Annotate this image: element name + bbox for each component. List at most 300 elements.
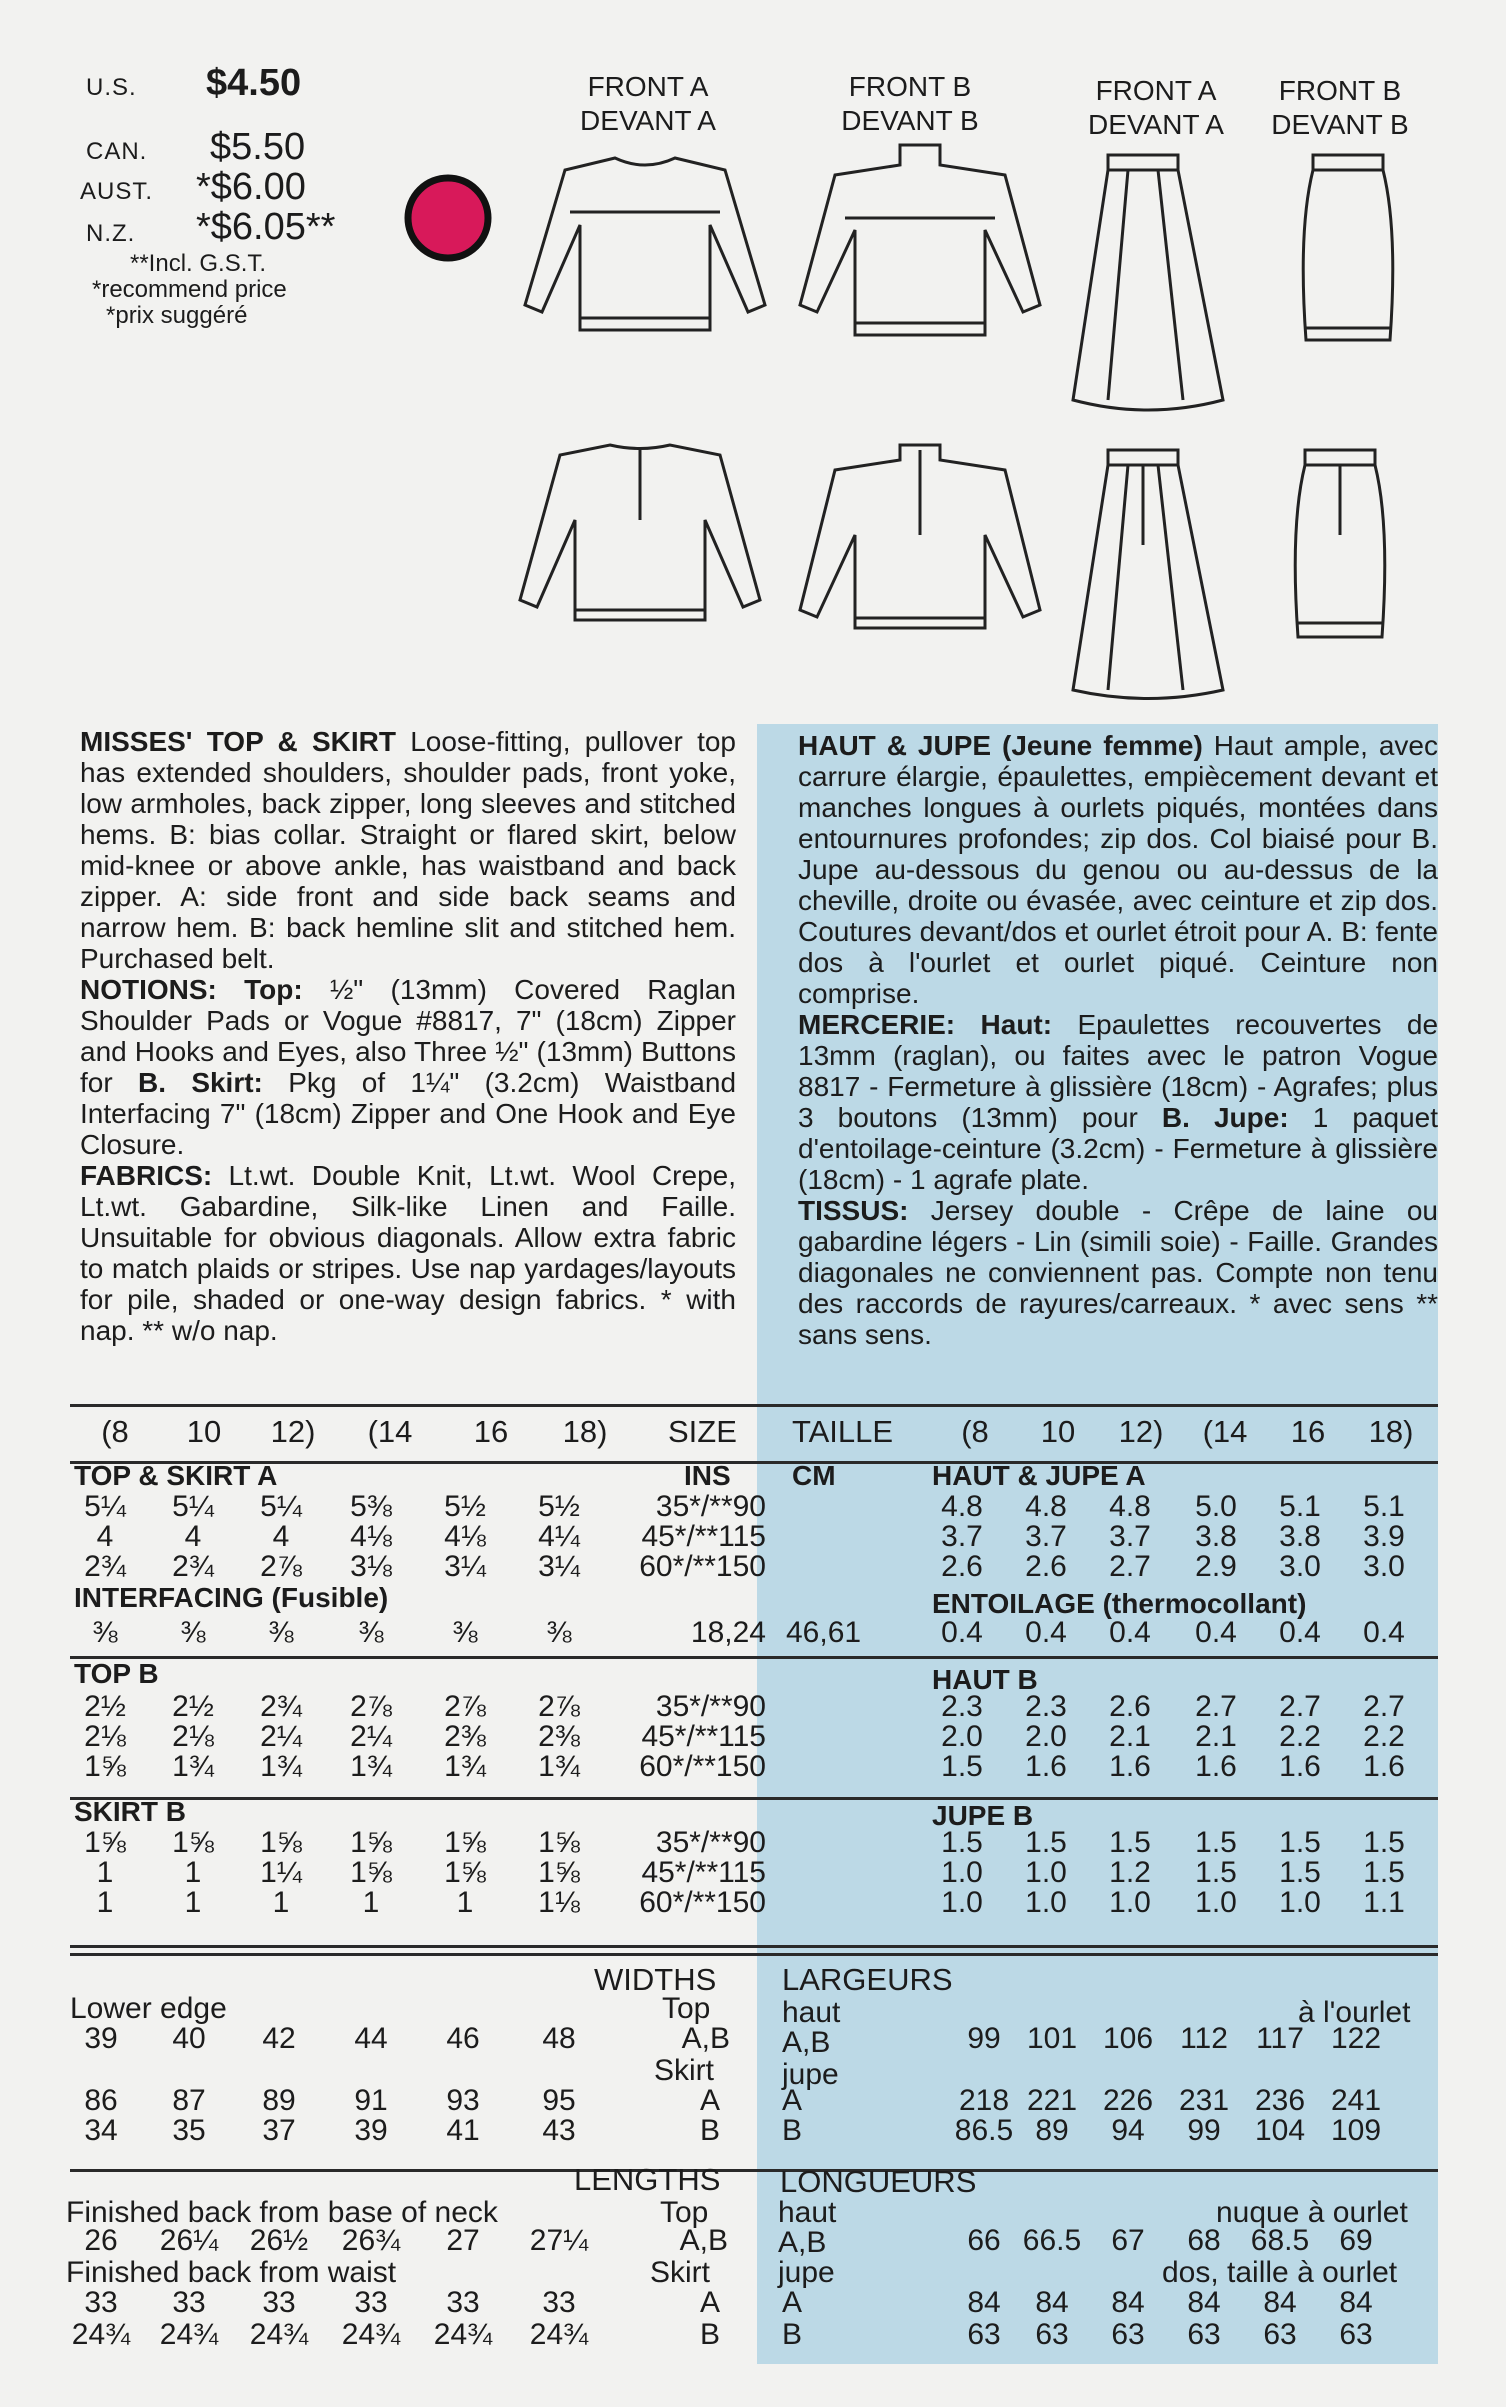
fabric-width-ins: 60*/**150: [639, 1886, 766, 1919]
size-value-imperial: 24¾: [529, 2318, 589, 2351]
size-value-imperial: 4: [272, 1520, 290, 1553]
fabric-width-ins: 45*/**115: [641, 1856, 766, 1889]
size-value-imperial: 5¼: [172, 1490, 214, 1523]
size-value-imperial: 2½: [84, 1690, 126, 1723]
size-value-metric: 1.0: [941, 1856, 983, 1889]
label-en: FRONT B: [848, 71, 972, 102]
size-value-imperial: 4: [184, 1520, 202, 1553]
section-jupe-b: JUPE B: [932, 1800, 1034, 1831]
size-value-imperial: 33: [354, 2286, 388, 2319]
fabrics-text: Lt.wt. Double Knit, Lt.wt. Wool Crepe, Lt.wt. Gabardine, Silk-like Linen and Faille. Unsuitable for obvious diagonals. Allow extra fabric to match plaids or stripes. Use nap yardages/layouts for pile, shaded or one-way design fabrics. * with nap. ** w/o nap.: [80, 1160, 736, 1346]
sketch-label-front-b-top: [800, 70, 1020, 138]
size-value-imperial: 5⅜: [350, 1490, 392, 1523]
size-value-imperial: 33: [84, 2286, 118, 2319]
price-country-us: U.S.: [86, 74, 137, 101]
size-value-metric: 84: [967, 2286, 1001, 2319]
size-value-imperial: 5½: [538, 1490, 580, 1523]
label-fr: DEVANT A: [1088, 109, 1224, 140]
rule-after-widths: [70, 2169, 1438, 2172]
size-value-metric: 1.5: [1363, 1856, 1405, 1889]
size-value-imperial: 24¾: [71, 2318, 131, 2351]
size-left-14: (14: [367, 1414, 413, 1449]
size-value-metric: 1.0: [1025, 1856, 1067, 1889]
size-value-imperial: 1⅝: [350, 1826, 392, 1859]
size-value-metric: 106: [1102, 2022, 1154, 2055]
color-dot-icon: [400, 170, 496, 266]
fabric-width-ins: 35*/**90: [655, 1490, 766, 1523]
lengths-nuque: nuque à ourlet: [1216, 2196, 1408, 2229]
mercerie-jupe-text: 1 paquet d'entoilage-ceinture (3.2cm) - Fermeture à glissière (18cm) - 1 agrafe plate.: [798, 1102, 1439, 1195]
size-value-imperial: 1⅝: [84, 1750, 126, 1783]
size-value-imperial: 1: [362, 1886, 380, 1919]
size-value-imperial: 2¾: [172, 1550, 214, 1583]
size-value-metric: 84: [1263, 2286, 1297, 2319]
rule-after-skirt-b: [70, 1945, 1438, 1948]
size-value-imperial: 1⅝: [350, 1856, 392, 1889]
size-value-imperial: 24¾: [341, 2318, 401, 2351]
size-value-metric: 109: [1330, 2114, 1382, 2147]
size-value-imperial: 3¼: [538, 1550, 580, 1583]
size-value-imperial: ⅜: [358, 1616, 384, 1649]
size-value-metric: 2.0: [941, 1720, 983, 1753]
size-value-metric: 122: [1330, 2022, 1382, 2055]
section-ins: INS: [684, 1460, 731, 1491]
size-left-16: 16: [473, 1414, 509, 1449]
size-value-metric: 3.8: [1279, 1520, 1321, 1553]
size-value-imperial: 2¾: [260, 1690, 302, 1723]
size-value-metric: 2.9: [1195, 1550, 1237, 1583]
notions-label: NOTIONS:: [80, 974, 217, 1005]
size-value-imperial: 1⅝: [538, 1826, 580, 1859]
size-value-imperial: 39: [84, 2022, 118, 2055]
size-value-imperial: 24¾: [433, 2318, 493, 2351]
size-value-imperial: 27¼: [529, 2224, 589, 2257]
view-code-ab: A,B: [679, 2224, 728, 2257]
label-fr: DEVANT B: [1271, 109, 1409, 140]
size-value-imperial: 46: [446, 2022, 480, 2055]
size-value-imperial: 1: [272, 1886, 290, 1919]
rule-table-top: [70, 1404, 1438, 1407]
tissus-text: Jersey double - Crêpe de laine ou gabardine légers - Lin (simili soie) - Faille. Grandes diagonales ne conviennent pas. Compte non tenu des raccords de rayures/carreaux. * avec sens ** sans sens.: [798, 1195, 1438, 1350]
size-value-metric: 84: [1111, 2286, 1145, 2319]
size-value-imperial: 87: [172, 2084, 206, 2117]
size-value-metric: 2.6: [1109, 1690, 1151, 1723]
rule-after-top-b: [70, 1797, 1438, 1800]
size-value-metric: 226: [1102, 2084, 1154, 2117]
size-value-metric: 1.1: [1363, 1886, 1405, 1919]
size-value-metric: 2.0: [1025, 1720, 1067, 1753]
size-value-metric: 5.1: [1279, 1490, 1321, 1523]
view-code: A: [699, 2084, 720, 2117]
size-value-imperial: 1⅛: [538, 1886, 580, 1919]
description-french: [798, 730, 1438, 1350]
widths-label: WIDTHS: [594, 1962, 717, 1997]
description-title: MISSES' TOP & SKIRT: [80, 726, 396, 757]
widths-a-l-ourlet: à l'ourlet: [1298, 1996, 1411, 2029]
size-value-imperial: 2⅛: [172, 1720, 214, 1753]
size-value-metric: 63: [1111, 2318, 1145, 2351]
size-value-metric: 66: [967, 2224, 1001, 2257]
mercerie-haut-label: Haut:: [980, 1009, 1053, 1040]
size-value-metric: 1.0: [1195, 1886, 1237, 1919]
section-top-skirt-a: TOP & SKIRT A: [74, 1460, 278, 1491]
size-value-imperial: 2⅜: [444, 1720, 486, 1753]
section-skirt-b: SKIRT B: [74, 1796, 186, 1827]
size-value-metric: 1.5: [1279, 1856, 1321, 1889]
section-cm: CM: [792, 1460, 836, 1491]
size-value-imperial: 2¼: [260, 1720, 302, 1753]
size-value-metric: 67: [1111, 2224, 1145, 2257]
widths-haut-label: haut: [782, 1996, 841, 2029]
largeurs-label: LARGEURS: [782, 1962, 953, 1997]
view-code-fr: B: [782, 2114, 803, 2147]
lengths-label: LENGTHS: [574, 2162, 721, 2197]
size-value-metric: 1.5: [941, 1826, 983, 1859]
size-value-metric: 86.5: [954, 2114, 1014, 2147]
size-value-imperial: 1⅝: [172, 1826, 214, 1859]
lengths-skirt-label: Skirt: [650, 2256, 710, 2289]
size-value-imperial: 24¾: [159, 2318, 219, 2351]
size-value-metric: 2.7: [1109, 1550, 1151, 1583]
notions-skirt-text: Pkg of 1¼" (3.2cm) Waistband Interfacing 7" (18cm) Zipper and One Hook and Eye Closure.: [80, 1067, 737, 1160]
section-entoilage: ENTOILAGE (thermocollant): [932, 1588, 1307, 1619]
size-value-imperial: 48: [542, 2022, 576, 2055]
size-value-metric: 63: [1035, 2318, 1069, 2351]
size-value-imperial: 1: [456, 1886, 474, 1919]
view-code: B: [699, 2318, 720, 2351]
size-value-imperial: 40: [172, 2022, 206, 2055]
size-value-metric: 2.7: [1279, 1690, 1321, 1723]
taille-label: TAILLE: [792, 1414, 894, 1449]
size-value-metric: 84: [1187, 2286, 1221, 2319]
sketch-label-front-a-top: [538, 70, 758, 138]
size-left-18: 18): [562, 1414, 608, 1449]
size-value-imperial: 91: [354, 2084, 388, 2117]
size-value-imperial: 41: [446, 2114, 480, 2147]
view-code-ab: A,B: [681, 2022, 730, 2055]
size-value-metric: 3.7: [941, 1520, 983, 1553]
size-value-metric: 5.1: [1363, 1490, 1405, 1523]
section-top-b: TOP B: [74, 1658, 159, 1689]
size-value-imperial: 39: [354, 2114, 388, 2147]
size-value-metric: 4.8: [1109, 1490, 1151, 1523]
size-value-metric: 1.5: [1025, 1826, 1067, 1859]
widths-skirt-label: Skirt: [654, 2054, 714, 2087]
skirt-b-front-sketch: [1298, 150, 1398, 350]
price-country-can: CAN.: [86, 138, 148, 165]
size-value-imperial: 1⅝: [260, 1826, 302, 1859]
size-value-imperial: 1⅝: [444, 1826, 486, 1859]
size-value-imperial: 42: [262, 2022, 296, 2055]
size-value-metric: 3.0: [1363, 1550, 1405, 1583]
price-aust: *$6.00: [196, 166, 306, 208]
view-code-fr: A: [782, 2286, 803, 2319]
size-value-metric: 1.0: [1025, 1886, 1067, 1919]
back-waist-label: Finished back from waist: [66, 2256, 397, 2289]
view-code-fr: A: [782, 2084, 803, 2117]
size-value-metric: 69: [1339, 2224, 1373, 2257]
size-value-metric: 89: [1035, 2114, 1069, 2147]
size-value-metric: 2.3: [1025, 1690, 1067, 1723]
size-value-metric: 2.2: [1363, 1720, 1405, 1753]
size-value-metric: 0.4: [1109, 1616, 1151, 1649]
size-value-metric: 117: [1256, 2022, 1304, 2055]
description-title: HAUT & JUPE (Jeune femme): [798, 730, 1203, 761]
size-value-imperial: 2⅞: [538, 1690, 580, 1723]
size-value-imperial: 5¼: [260, 1490, 302, 1523]
size-value-imperial: 5¼: [84, 1490, 126, 1523]
size-value-imperial: 1¾: [260, 1750, 302, 1783]
view-code-ab-fr: A,B: [778, 2226, 827, 2259]
mercerie-b-label: B.: [1161, 1102, 1190, 1133]
label-fr: DEVANT B: [841, 105, 979, 136]
label-en: FRONT B: [1278, 75, 1402, 106]
size-value-metric: 68.5: [1250, 2224, 1310, 2257]
notions-skirt-label: Skirt:: [191, 1067, 263, 1098]
size-value-imperial: 89: [262, 2084, 296, 2117]
size-value-metric: 63: [1263, 2318, 1297, 2351]
price-country-aust: AUST.: [80, 178, 154, 205]
size-value-metric: 2.7: [1363, 1690, 1405, 1723]
size-value-metric: 1.0: [1279, 1886, 1321, 1919]
size-value-imperial: 1⅝: [538, 1856, 580, 1889]
size-value-metric: 2.2: [1279, 1720, 1321, 1753]
size-right-18: 18): [1368, 1414, 1414, 1449]
lengths-top-label: Top: [660, 2196, 709, 2229]
label-fr: DEVANT A: [580, 105, 716, 136]
size-value-metric: 3.7: [1109, 1520, 1151, 1553]
size-value-imperial: 4⅛: [350, 1520, 392, 1553]
top-a-back-sketch: [515, 440, 765, 625]
price-note-recommend: *recommend price: [92, 276, 287, 303]
size-right-12: 12): [1118, 1414, 1164, 1449]
size-value-metric: 63: [1187, 2318, 1221, 2351]
back-neck-label: Finished back from base of neck: [66, 2196, 498, 2229]
size-value-metric: 1.5: [941, 1750, 983, 1783]
sketch-label-front-b-skirt: [1230, 74, 1450, 142]
price-note-suggere: *prix suggéré: [106, 302, 248, 329]
skirt-b-back-sketch: [1290, 445, 1390, 645]
fabrics-label: FABRICS:: [80, 1160, 213, 1191]
size-value-imperial: ⅜: [268, 1616, 294, 1649]
mercerie-label: MERCERIE:: [798, 1009, 956, 1040]
lengths-jupe-label: jupe: [778, 2256, 835, 2289]
size-value-imperial: 86: [84, 2084, 118, 2117]
size-value-metric: 3.9: [1363, 1520, 1405, 1553]
size-value-imperial: 1: [184, 1886, 202, 1919]
notions-b-label: B.: [138, 1067, 166, 1098]
size-value-metric: 68: [1187, 2224, 1221, 2257]
size-value-metric: 0.4: [941, 1616, 983, 1649]
widths-jupe-label: jupe: [782, 2058, 839, 2091]
longueurs-label: LONGUEURS: [780, 2164, 977, 2199]
skirt-a-front-sketch: [1068, 150, 1228, 415]
size-value-metric: 112: [1180, 2022, 1228, 2055]
size-value-metric: 4.8: [1025, 1490, 1067, 1523]
fabric-width-ins: 60*/**150: [639, 1550, 766, 1583]
rule-after-skirt-b-double: [70, 1953, 1438, 1956]
size-value-imperial: 3⅛: [350, 1550, 392, 1583]
size-value-imperial: 33: [262, 2286, 296, 2319]
fabric-width-ins: 45*/**115: [641, 1520, 766, 1553]
size-value-imperial: 26¾: [341, 2224, 401, 2257]
description-body: Haut ample, avec carrure élargie, épaulettes, empiècement devant et manches longues à ourlets piqués, montées dans entournures profondes; zip dos. Col biaisé pour B. Jupe au-dessous du genou ou au-dessus de la cheville, droite ou évasée, avec ceinture et zip dos. Coutures devant/dos et ourlet étroit pour A. B: fente dos à l'ourlet et ourlet piqué. Ceinture non comprise.: [798, 730, 1439, 1009]
section-haut-b: HAUT B: [932, 1664, 1038, 1695]
size-value-imperial: 37: [262, 2114, 296, 2147]
size-value-imperial: 1¼: [260, 1856, 302, 1889]
size-value-imperial: 1¾: [350, 1750, 392, 1783]
size-value-metric: 2.7: [1195, 1690, 1237, 1723]
size-value-metric: 0.4: [1195, 1616, 1237, 1649]
size-value-imperial: 4⅛: [444, 1520, 486, 1553]
notions-top-text: ½" (13mm) Covered Raglan Shoulder Pads or Vogue #8817, 7" (18cm) Zipper and Hooks and Eyes, also Three ½" (13mm) Buttons for: [80, 974, 736, 1098]
size-value-metric: 63: [967, 2318, 1001, 2351]
size-value-imperial: ⅜: [546, 1616, 572, 1649]
size-value-metric: 99: [967, 2022, 1001, 2055]
size-value-imperial: ⅜: [180, 1616, 206, 1649]
lengths-dos: dos, taille à ourlet: [1162, 2256, 1398, 2289]
rule-after-interfacing: [70, 1656, 1438, 1659]
description-body: Loose-fitting, pullover top has extended shoulders, shoulder pads, front yoke, low armholes, back zipper, long sleeves and stitched hems. B: bias collar. Straight or flared skirt, below mid-knee or above ankle, has waistband and back zipper. A: side front and side back seams and narrow hem. B: back hemline slit and stitched hem. Purchased belt.: [80, 726, 736, 974]
size-value-imperial: 2¼: [350, 1720, 392, 1753]
size-value-metric: 84: [1035, 2286, 1069, 2319]
top-b-back-sketch: [795, 440, 1045, 630]
size-value-imperial: 5½: [444, 1490, 486, 1523]
size-value-metric: 2.6: [1025, 1550, 1067, 1583]
fabric-width-ins: 35*/**90: [655, 1690, 766, 1723]
size-value-metric: 1.6: [1279, 1750, 1321, 1783]
size-value-metric: 104: [1254, 2114, 1306, 2147]
size-value-metric: 1.5: [1109, 1826, 1151, 1859]
size-value-imperial: 1: [96, 1856, 114, 1889]
price-nz: *$6.05**: [196, 206, 336, 248]
size-value-imperial: 2⅞: [444, 1690, 486, 1723]
top-a-front-sketch: [520, 150, 770, 340]
section-interfacing: INTERFACING (Fusible): [74, 1582, 389, 1613]
size-value-imperial: 44: [354, 2022, 388, 2055]
size-value-imperial: 1¾: [172, 1750, 214, 1783]
price-can: $5.50: [210, 126, 306, 168]
size-value-imperial: ⅜: [92, 1616, 118, 1649]
size-value-imperial: 2⅞: [260, 1550, 302, 1583]
size-left-8: (8: [101, 1414, 129, 1449]
view-code: A: [699, 2286, 720, 2319]
size-value-imperial: ⅜: [452, 1616, 478, 1649]
size-value-metric: 241: [1330, 2084, 1382, 2117]
view-code-fr: B: [782, 2318, 803, 2351]
size-value-metric: 5.0: [1195, 1490, 1237, 1523]
size-value-metric: 94: [1111, 2114, 1145, 2147]
size-value-imperial: 27: [446, 2224, 480, 2257]
size-value-imperial: 1¾: [444, 1750, 486, 1783]
size-value-metric: 0.4: [1025, 1616, 1067, 1649]
size-value-imperial: 4¼: [538, 1520, 580, 1553]
size-value-imperial: 2⅛: [84, 1720, 126, 1753]
size-value-metric: 1.0: [1109, 1886, 1151, 1919]
size-value-metric: 1.0: [941, 1886, 983, 1919]
tissus-label: TISSUS:: [798, 1195, 909, 1226]
view-code-ab-fr: A,B: [782, 2026, 831, 2059]
size-value-imperial: 34: [84, 2114, 118, 2147]
size-value-metric: 1.5: [1195, 1856, 1237, 1889]
fabric-width-ins: 35*/**90: [655, 1826, 766, 1859]
size-value-imperial: 2⅞: [350, 1690, 392, 1723]
mercerie-haut-text: Epaulettes recouvertes de 13mm (raglan), ou faites avec le patron Vogue 8817 - Fermeture à glissière (18cm) - Agrafes; plus 3 boutons (13mm) pour: [798, 1009, 1439, 1133]
widths-top-label: Top: [662, 1992, 711, 2025]
size-value-metric: 99: [1187, 2114, 1221, 2147]
size-value-metric: 1.2: [1109, 1856, 1151, 1889]
size-value-metric: 1.6: [1025, 1750, 1067, 1783]
size-value-imperial: 43: [542, 2114, 576, 2147]
lengths-haut-label: haut: [778, 2196, 837, 2229]
size-value-imperial: 93: [446, 2084, 480, 2117]
size-value-metric: 1.5: [1279, 1826, 1321, 1859]
size-value-metric: 3.7: [1025, 1520, 1067, 1553]
mercerie-jupe-label: Jupe:: [1213, 1102, 1289, 1133]
size-value-imperial: 2⅜: [538, 1720, 580, 1753]
size-value-metric: 1.5: [1195, 1826, 1237, 1859]
size-value-imperial: 2½: [172, 1690, 214, 1723]
size-value-metric: 1.6: [1363, 1750, 1405, 1783]
size-value-metric: 231: [1178, 2084, 1230, 2117]
size-left-10: 10: [186, 1414, 222, 1449]
fabric-width-ins: 60*/**150: [639, 1750, 766, 1783]
size-value-imperial: 3¼: [444, 1550, 486, 1583]
size-value-imperial: 26: [84, 2224, 118, 2257]
size-right-10: 10: [1040, 1414, 1076, 1449]
size-value-imperial: 2¾: [84, 1550, 126, 1583]
size-value-metric: 101: [1026, 2022, 1078, 2055]
price-note-gst: **Incl. G.S.T.: [130, 250, 267, 277]
size-value-imperial: 95: [542, 2084, 576, 2117]
size-value-imperial: 24¾: [249, 2318, 309, 2351]
fabric-width-ins: 18,24: [690, 1616, 766, 1649]
size-value-metric: 2.6: [941, 1550, 983, 1583]
size-value-metric: 2.1: [1109, 1720, 1151, 1753]
size-left-12: 12): [270, 1414, 316, 1449]
size-value-metric: 0.4: [1363, 1616, 1405, 1649]
size-value-imperial: 33: [446, 2286, 480, 2319]
size-value-imperial: 1⅝: [444, 1856, 486, 1889]
size-value-imperial: 33: [172, 2286, 206, 2319]
size-value-metric: 1.6: [1109, 1750, 1151, 1783]
size-value-metric: 0.4: [1279, 1616, 1321, 1649]
price-country-nz: N.Z.: [86, 220, 136, 247]
label-en: FRONT A: [1095, 75, 1217, 106]
size-right-14: (14: [1202, 1414, 1248, 1449]
size-value-metric: 218: [958, 2084, 1010, 2117]
size-value-metric: 66.5: [1022, 2224, 1082, 2257]
size-value-imperial: 4: [96, 1520, 114, 1553]
size-value-metric: 63: [1339, 2318, 1373, 2351]
size-value-metric: 1.5: [1363, 1826, 1405, 1859]
size-value-metric: 1.6: [1195, 1750, 1237, 1783]
size-value-metric: 84: [1339, 2286, 1373, 2319]
skirt-a-back-sketch: [1068, 445, 1228, 705]
size-value-metric: 4.8: [941, 1490, 983, 1523]
lower-edge-label: Lower edge: [70, 1992, 227, 2025]
size-value-imperial: 1¾: [538, 1750, 580, 1783]
top-b-front-sketch: [795, 140, 1045, 340]
size-value-metric: 3.0: [1279, 1550, 1321, 1583]
size-value-imperial: 1: [184, 1856, 202, 1889]
size-value-imperial: 1⅝: [84, 1826, 126, 1859]
description-english: [80, 726, 736, 1346]
size-value-imperial: 26½: [249, 2224, 309, 2257]
size-value-metric: 221: [1026, 2084, 1078, 2117]
size-value-imperial: 1: [96, 1886, 114, 1919]
size-value-metric: 236: [1254, 2084, 1306, 2117]
